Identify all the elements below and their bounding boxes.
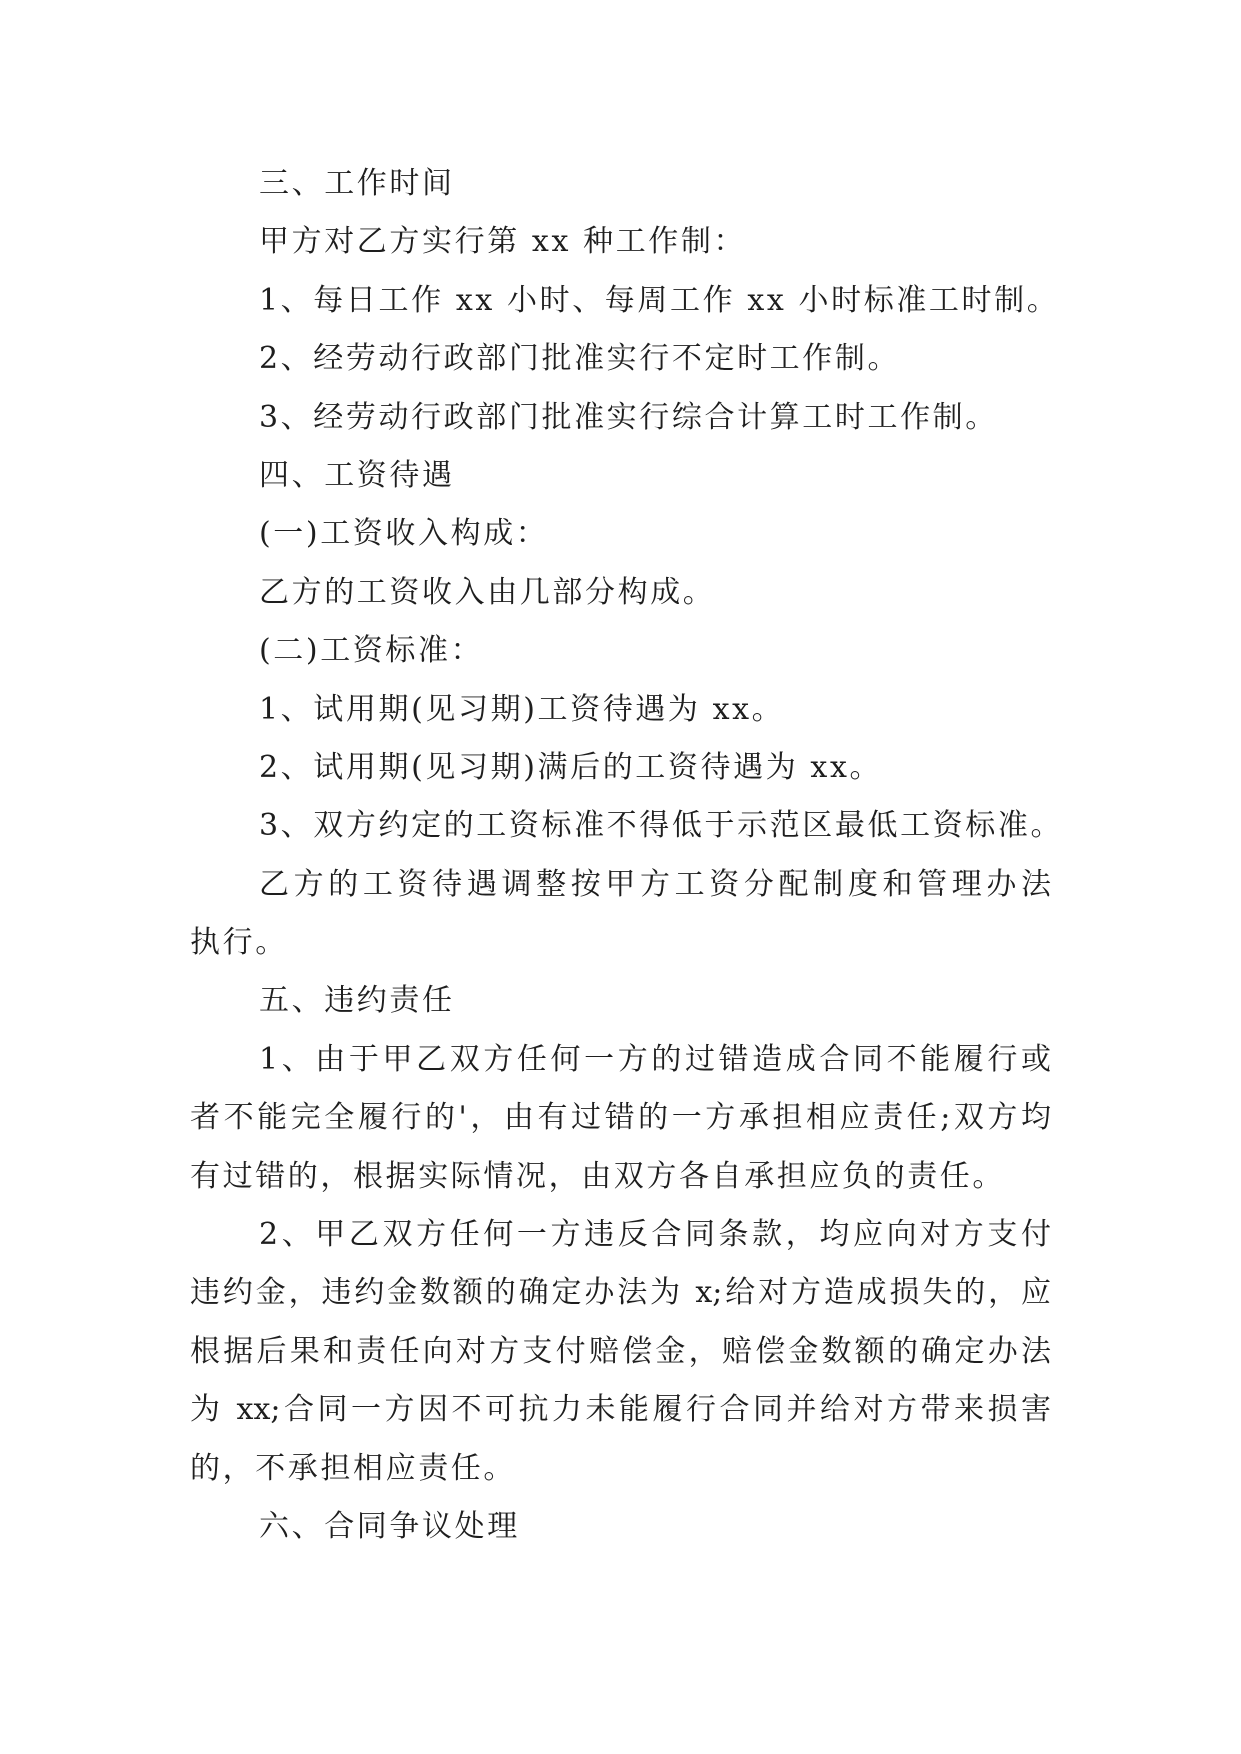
subsection-heading: (二)工资标准： <box>259 633 484 669</box>
document-body <box>0 155 1241 1556</box>
list-item: 2、试用期(见习期)满后的工资待遇为 xx。 <box>259 749 883 785</box>
paragraph-line: 违约金，违约金数额的确定办法为 x;给对方造成损失的，应 <box>190 1275 1051 1311</box>
list-item: 2、经劳动行政部门批准实行不定时工作制。 <box>259 341 901 377</box>
paragraph-line: 执行。 <box>190 925 288 961</box>
section-heading: 四、工资待遇 <box>259 457 455 493</box>
paragraph-line: 根据后果和责任向对方支付赔偿金，赔偿金数额的确定办法 <box>190 1333 1051 1369</box>
paragraph-line: 为 xx;合同一方因不可抗力未能履行合同并给对方带来损害 <box>190 1392 1051 1428</box>
paragraph-line: 乙方的工资待遇调整按甲方工资分配制度和管理办法 <box>259 866 1051 902</box>
list-item: 3、经劳动行政部门批准实行综合计算工时工作制。 <box>259 399 998 435</box>
paragraph-line: 1、由于甲乙双方任何一方的过错造成合同不能履行或 <box>259 1041 1051 1077</box>
paragraph-line: 乙方的工资收入由几部分构成。 <box>259 574 716 610</box>
list-item: 1、试用期(见习期)工资待遇为 xx。 <box>259 691 785 727</box>
paragraph-line: 甲方对乙方实行第 xx 种工作制： <box>259 224 747 260</box>
list-item: 1、每日工作 xx 小时、每周工作 xx 小时标准工时制。 <box>259 282 1060 318</box>
paragraph-line: 2、甲乙双方任何一方违反合同条款，均应向对方支付 <box>259 1217 1051 1253</box>
paragraph-line: 者不能完全履行的'，由有过错的一方承担相应责任;双方均 <box>190 1100 1051 1136</box>
section-heading: 六、合同争议处理 <box>259 1508 520 1544</box>
section-heading: 五、违约责任 <box>259 983 455 1019</box>
paragraph-line: 的，不承担相应责任。 <box>190 1450 516 1486</box>
section-heading: 三、工作时间 <box>259 166 455 201</box>
subsection-heading: (一)工资收入构成： <box>259 516 549 552</box>
list-item: 3、双方约定的工资标准不得低于示范区最低工资标准。 <box>259 808 1064 844</box>
paragraph-line: 有过错的，根据实际情况，由双方各自承担应负的责任。 <box>190 1158 1005 1194</box>
